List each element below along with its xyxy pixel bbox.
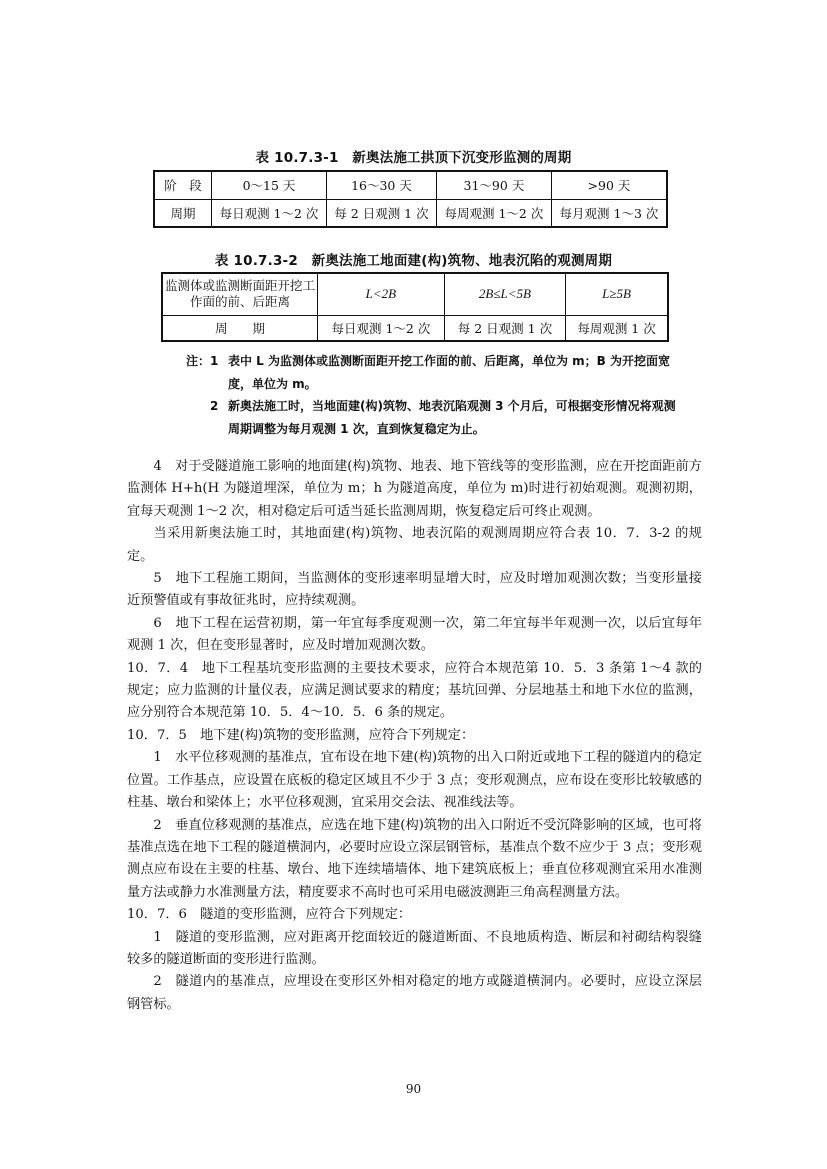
table-row xyxy=(154,171,667,199)
table1-caption: 表 10.7.3-1 新奥法施工拱顶下沉变形监测的周期 xyxy=(255,150,572,166)
table-notes xyxy=(186,350,686,440)
table-cell: 每 2 日观测 1 次 xyxy=(444,315,565,341)
table-row xyxy=(154,199,667,227)
table-cell: 每日观测 1～2 次 xyxy=(212,199,327,227)
monitoring-period-table-1 xyxy=(153,170,668,228)
table-row xyxy=(162,315,668,341)
note-text: 新奥法施工时，当地面建(构)筑物、地表沉陷观测 3 个月后，可根据变形情况将观测周期调整为每月观测 1 次，直到恢复稳定为止。 xyxy=(228,399,676,436)
table-cell: >90 天 xyxy=(551,171,667,199)
paragraph: 1 隧道的变形监测，应对距离开挖面较近的隧道断面、不良地质构造、断层和衬砌结构裂缝较多的隧道断面的变形进行监测。 xyxy=(127,929,702,967)
clause-heading: 10．7．5 地下建(构)筑物的变形监测，应符合下列规定： xyxy=(127,727,475,743)
table-cell: 监测体或监测断面距开挖工作面的前、后距离 xyxy=(162,273,318,315)
note-text: 表中 L 为监测体或监测断面距开挖工作面的前、后距离，单位为 m；B 为开挖面宽度，单位为 m。 xyxy=(228,354,671,391)
table-cell: 31～90 天 xyxy=(436,171,551,199)
table-cell: 每 2 日观测 1 次 xyxy=(326,199,436,227)
note-item xyxy=(186,395,686,440)
table-cell: 每周观测 1 次 xyxy=(566,315,668,341)
paragraph: 4 对于受隧道施工影响的地面建(构)筑物、地表、地下管线等的变形监测，应在开挖面距前方监测体 H+h(H 为隧道埋深，单位为 m；h 为隧道高度，单位为 m)时进行初始观测。观测初期，宜每天观测 1～2 次，相对稳定后可适当延长监测周期，恢复稳定后可终止观测。 xyxy=(127,459,702,519)
paragraph: 5 地下工程施工期间，当监测体的变形速率明显增大时，应及时增加观测次数；当变形量接近预警值或有事故征兆时，应持续观测。 xyxy=(127,571,702,609)
page-number: 90 xyxy=(405,1082,422,1096)
table-cell: 16～30 天 xyxy=(326,171,436,199)
table-cell: L<2B xyxy=(318,273,445,315)
note-label: 2 xyxy=(210,399,219,413)
monitoring-period-table-2 xyxy=(161,272,669,342)
paragraph: 6 地下工程在运营初期，第一年宜每季度观测一次，第二年宜每半年观测一次，以后宜每年观测 1 次，但在变形显著时，应及时增加观测次数。 xyxy=(127,615,702,654)
table-cell: L≥5B xyxy=(566,273,668,315)
table-cell: 阶 段 xyxy=(154,171,212,199)
note-item xyxy=(186,350,686,395)
table-row xyxy=(162,273,668,315)
table-cell: 每月观测 1～3 次 xyxy=(551,199,667,227)
paragraph: 当采用新奥法施工时，其地面建(构)筑物、地表沉陷的观测周期应符合表 10．7．3-2 的规定。 xyxy=(127,526,702,564)
table-cell: 周期 xyxy=(154,199,212,227)
table-cell: 每日观测 1～2 次 xyxy=(318,315,445,341)
paragraph: 1 水平位移观测的基准点，宜布设在地下建(构)筑物的出入口附近或地下工程的隧道内的稳定位置。工作基点，应设置在底板的稳定区域且不少于 3 点；变形观测点，应布设在变形比较敏感的柱基、墩台和梁体上；水平位移观测，宜采用交会法、视准线法等。 xyxy=(127,750,702,811)
clause-heading: 10．7．6 隧道的变形监测，应符合下列规定： xyxy=(127,907,412,923)
note-label: 注：1 xyxy=(186,354,219,368)
paragraph: 2 垂直位移观测的基准点，应选在地下建(构)筑物的出入口附近不受沉降影响的区域，也可将基准点选在地下工程的隧道横洞内，必要时应设立深层钢管标，基准点个数不应少于 3 点；变形观测点应布设在主要的柱基、墩台、地下连续墙墙体、地下建筑底板上；垂直位移观测宜采用水准测量方法或静力水准测量方法，精度要求不高时也可采用电磁波测距三角高程测量方法。 xyxy=(127,817,702,900)
clause-heading: 10．7．4 地下工程基坑变形监测的主要技术要求，应符合本规范第 10．5．3 条第 1～4 款的规定；应力监测的计量仪表，应满足测试要求的精度；基坑回弹、分层地基土和地下水位的监测，应分别符合本规范第 10．5．4～10．5．6 条的规定。 xyxy=(127,660,702,721)
body-text xyxy=(127,456,702,1016)
table-cell: 每周观测 1～2 次 xyxy=(436,199,551,227)
table2-caption: 表 10.7.3-2 新奥法施工地面建(构)筑物、地表沉陷的观测周期 xyxy=(214,253,613,269)
table-cell: 2B≤L<5B xyxy=(444,273,565,315)
paragraph: 2 隧道内的基准点，应埋设在变形区外相对稳定的地方或隧道横洞内。必要时，应设立深层钢管标。 xyxy=(127,974,702,1012)
table-cell: 周 期 xyxy=(162,315,318,341)
table-cell: 0～15 天 xyxy=(212,171,327,199)
